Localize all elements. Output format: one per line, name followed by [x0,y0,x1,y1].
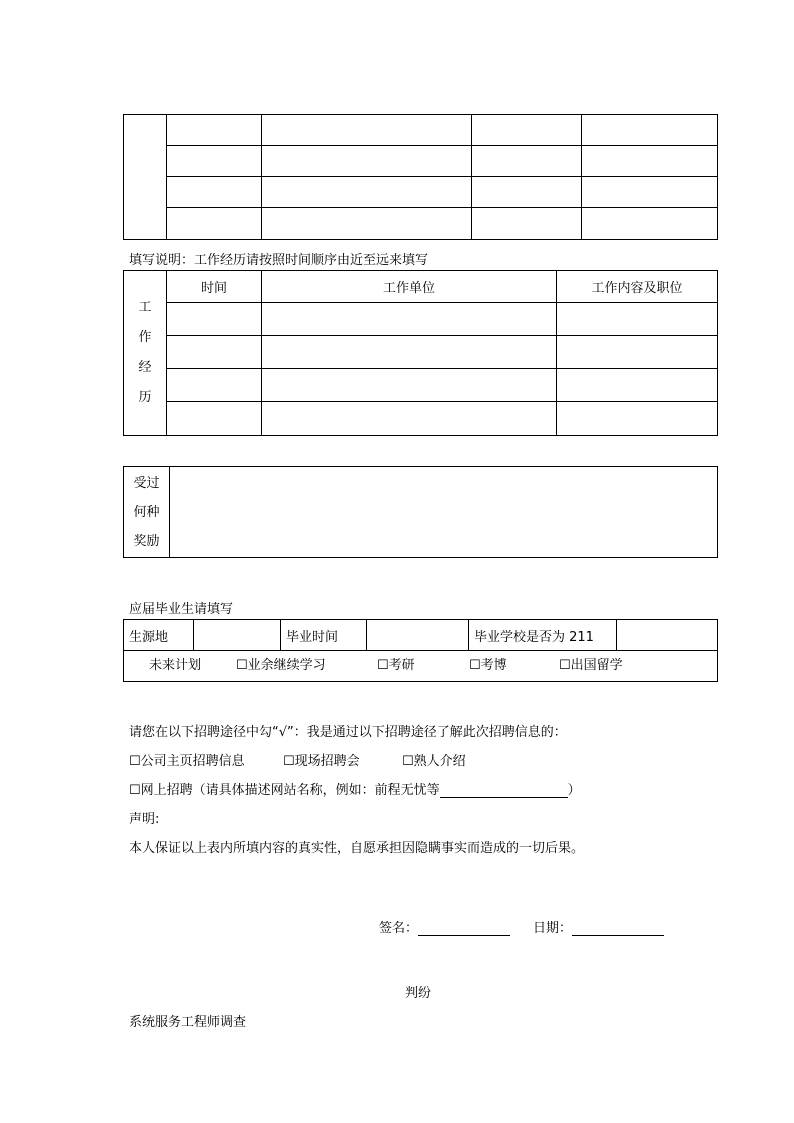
edu-cell[interactable] [167,177,262,208]
work-cell[interactable] [167,402,262,436]
footer-title: 系统服务工程师调查 [129,1015,247,1030]
edu-cell[interactable] [262,146,472,177]
header-time: 时间 [167,271,262,303]
edu-cell[interactable] [472,208,582,240]
origin-input[interactable] [194,620,281,651]
edu-cell[interactable] [582,208,718,240]
work-side-char: 经 [138,360,152,375]
fill-instruction: 填写说明：工作经历请按照时间顺序由近至远来填写 [129,253,429,268]
work-cell[interactable] [262,303,557,336]
date-label: 日期： [533,921,573,936]
edu-cell[interactable] [472,177,582,208]
future-plan-label: 未来计划 [149,658,202,673]
edu-cell[interactable] [167,208,262,240]
channel-prompt: 请您在以下招聘途径中勾“√”：我是通过以下招聘途径了解此次招聘信息的： [129,725,567,740]
option-online-close: ） [567,783,581,798]
edu-cell[interactable] [582,115,718,146]
signature-label: 签名： [379,921,419,936]
option-referral[interactable]: ☐熟人介绍 [402,754,466,769]
work-side-label [124,271,167,436]
signature-row [379,917,510,936]
date-row [533,917,664,936]
edu-cell[interactable] [582,146,718,177]
work-cell[interactable] [167,369,262,402]
edu-cell[interactable] [167,115,262,146]
signature-field[interactable] [418,921,510,936]
education-table [123,114,718,240]
awards-label [124,467,170,558]
work-experience-table [123,270,718,436]
edu-cell[interactable] [262,115,472,146]
work-cell[interactable] [557,303,718,336]
school-211-label: 毕业学校是否为 211 [469,620,617,651]
declaration-text: 本人保证以上表内所填内容的真实性，自愿承担因隐瞒事实而造成的一切后果。 [129,841,585,856]
header-duties: 工作内容及职位 [557,271,718,303]
graduate-table [123,619,718,682]
option-job-fair[interactable]: ☐现场招聘会 [283,754,360,769]
plan-option-master[interactable]: ☐考研 [377,658,415,673]
work-cell[interactable] [557,336,718,369]
work-cell[interactable] [167,336,262,369]
grad-time-label: 毕业时间 [281,620,367,651]
work-side-char: 历 [138,390,152,405]
option-online-text: ☐网上招聘（请具体描述网站名称，例如：前程无忧等 [129,783,440,798]
awards-label-line: 何种 [133,504,160,520]
option-company-site[interactable]: ☐公司主页招聘信息 [129,754,245,769]
awards-input[interactable] [170,467,718,558]
education-side-cell [124,115,167,240]
plan-option-abroad[interactable]: ☐出国留学 [559,658,623,673]
edu-cell[interactable] [472,146,582,177]
edu-cell[interactable] [262,177,472,208]
date-field[interactable] [572,921,664,936]
school-211-input[interactable] [617,620,718,651]
work-cell[interactable] [262,336,557,369]
work-cell[interactable] [557,369,718,402]
edu-cell[interactable] [582,177,718,208]
header-employer: 工作单位 [262,271,557,303]
origin-label: 生源地 [124,620,194,651]
future-plan-row [124,651,718,682]
plan-option-further-study[interactable]: ☐业余继续学习 [236,658,326,673]
awards-label-line: 受过 [133,475,160,491]
work-cell[interactable] [262,402,557,436]
edu-cell[interactable] [472,115,582,146]
website-name-field[interactable] [440,783,568,798]
work-cell[interactable] [262,369,557,402]
option-online[interactable] [129,779,581,798]
awards-label-line: 奖励 [133,533,160,549]
work-cell[interactable] [167,303,262,336]
grad-time-input[interactable] [367,620,469,651]
declaration-title: 声明: [129,812,160,827]
edu-cell[interactable] [167,146,262,177]
plan-option-phd[interactable]: ☐考博 [469,658,507,673]
footer-center-text: 判纷 [405,986,432,1001]
graduate-title: 应届毕业生请填写 [129,602,234,617]
edu-cell[interactable] [262,208,472,240]
work-side-char: 工 [138,300,152,315]
work-cell[interactable] [557,402,718,436]
work-side-char: 作 [138,330,152,345]
awards-table [123,466,718,558]
